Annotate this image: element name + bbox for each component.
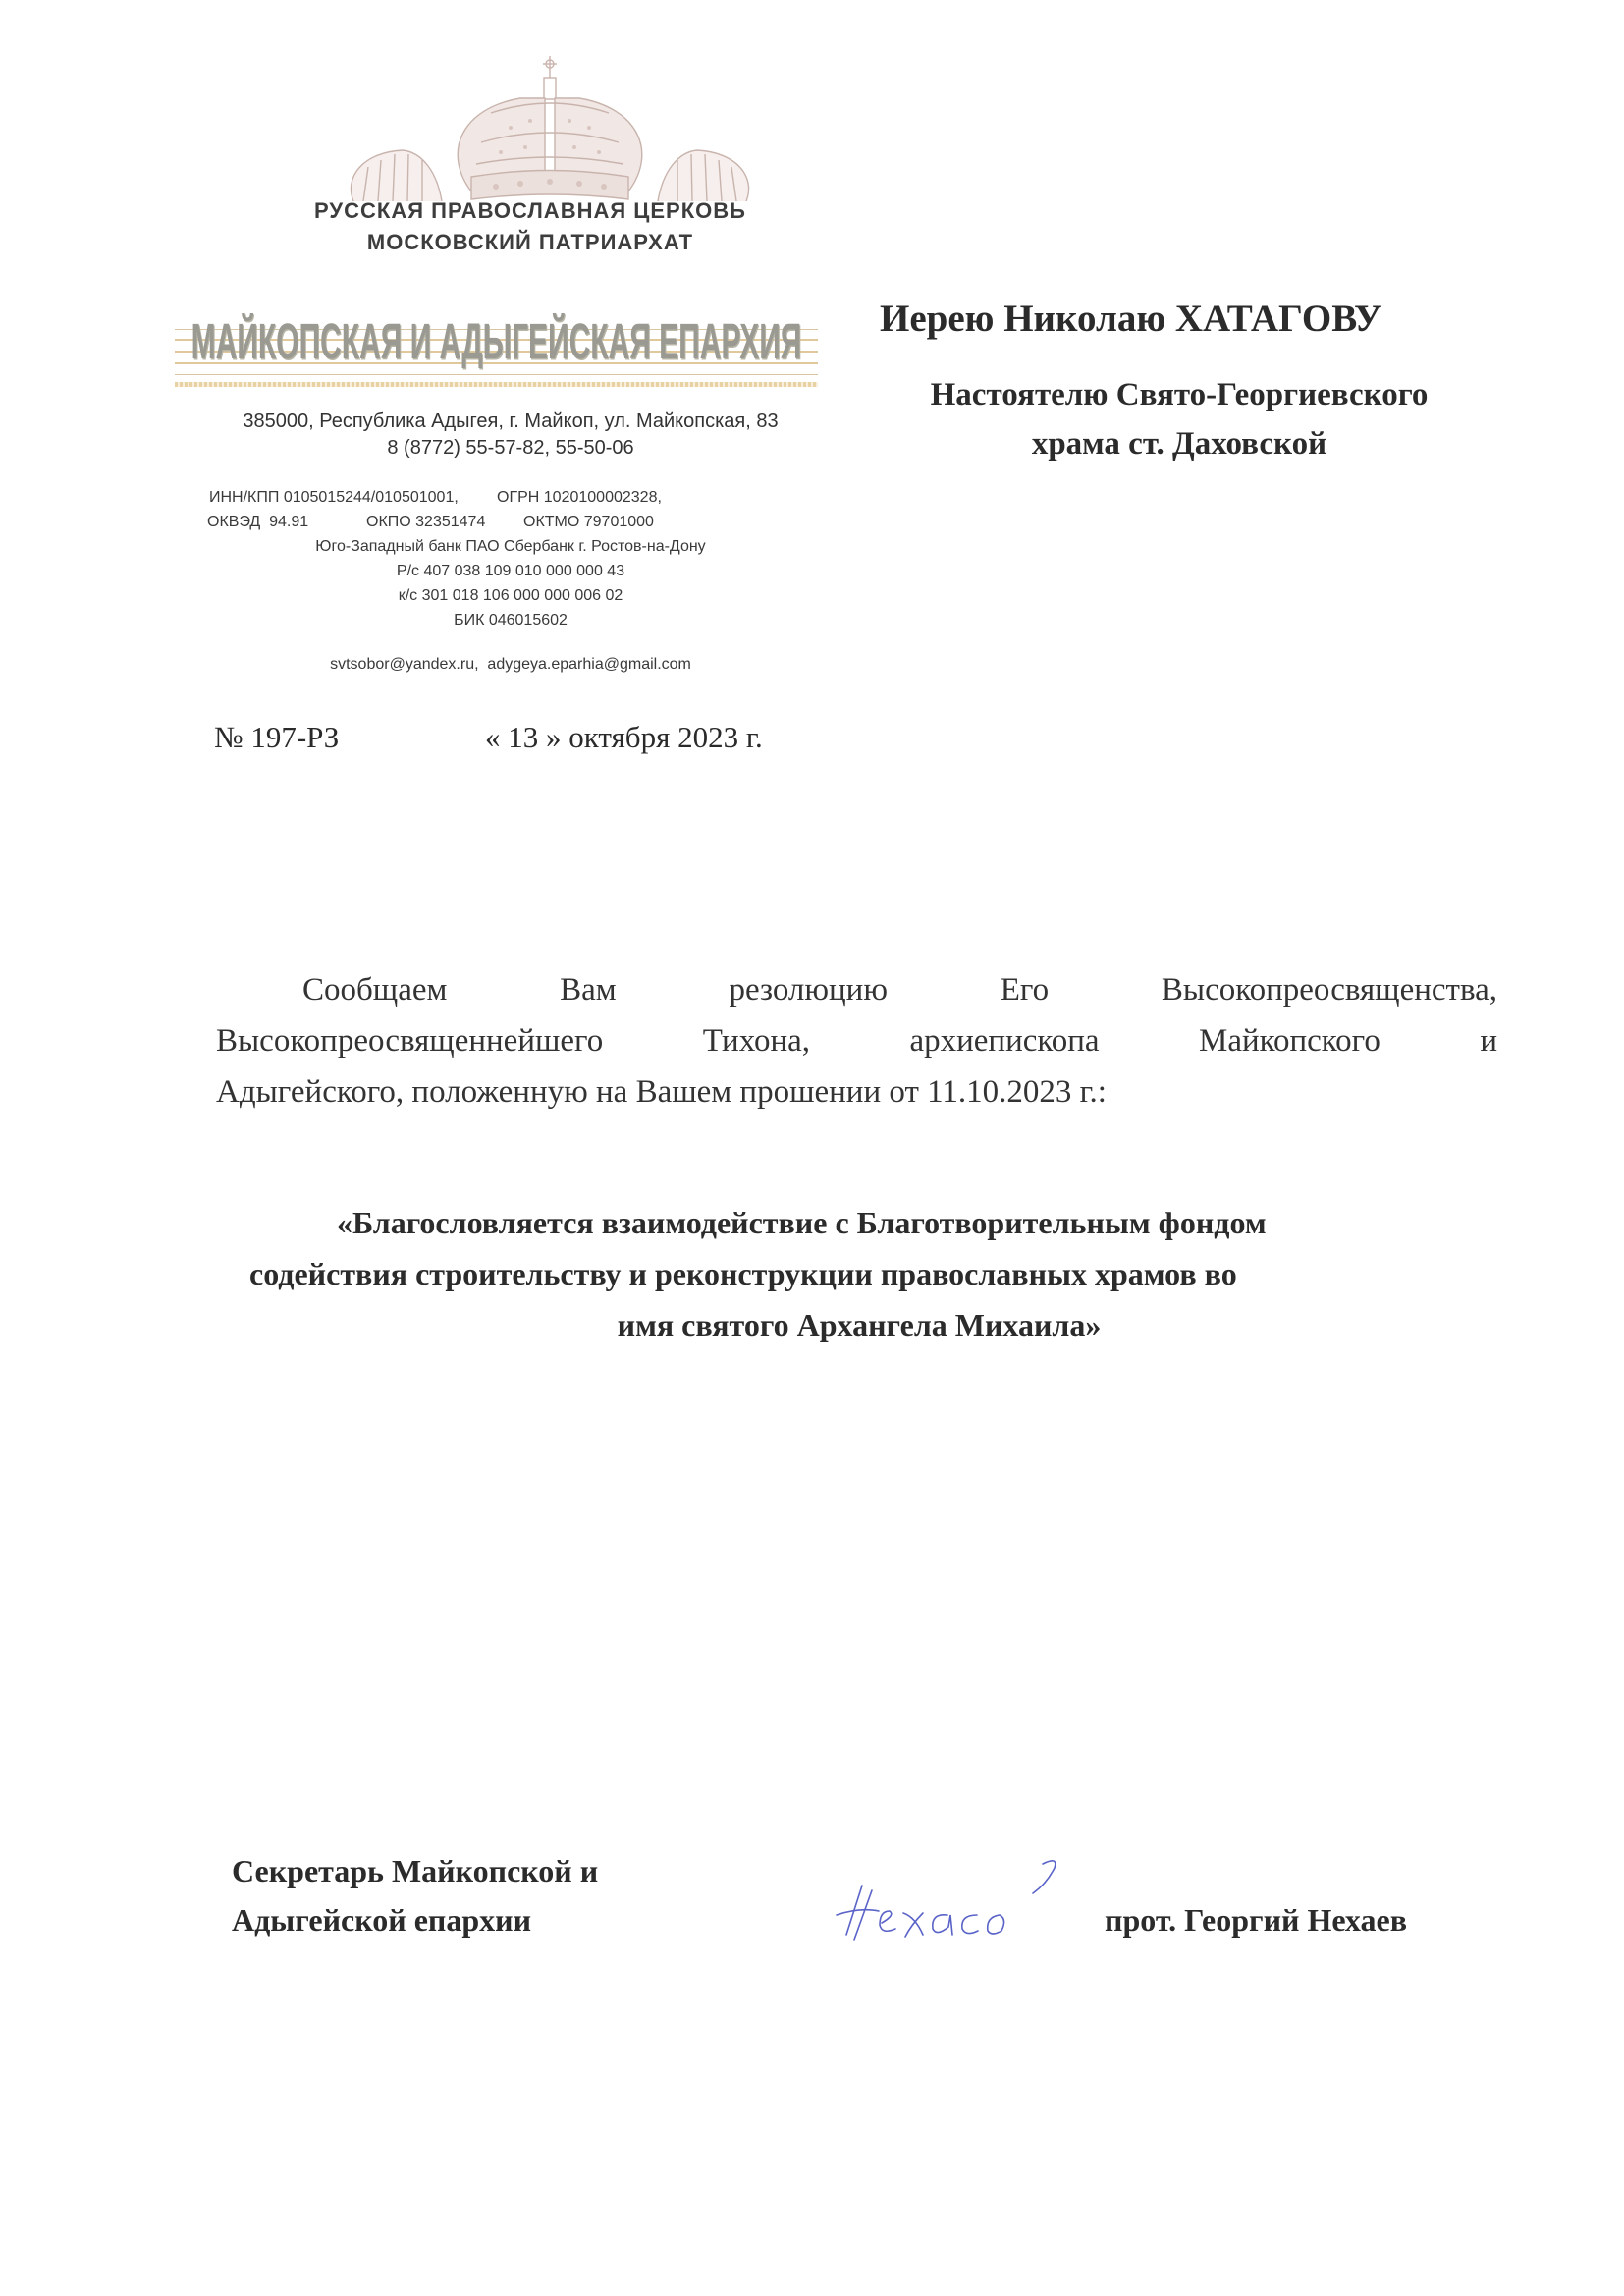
contact-emails: svtsobor@yandex.ru, adygeya.eparhia@gmail.com [330,656,691,673]
signatory-position: Адыгейской епархии [232,1902,531,1938]
bik: БИК 046015602 [454,612,568,629]
eparchy-title: МАЙКОПСКАЯ И АДЫГЕЙСКАЯ ЕПАРХИЯ [190,314,802,370]
ogrn: ОГРН 1020100002328, [497,489,662,506]
addressee-title: Настоятелю Свято-Георгиевского [930,377,1429,412]
signature-drawing [825,1846,1090,1954]
phone: 8 (8772) 55-57-82, 55-50-06 [387,437,634,459]
settlement-account: Р/с 407 038 109 010 000 000 43 [396,563,625,579]
crown-logo [324,54,776,201]
document-date: « 13 » октября 2023 г. [485,720,763,754]
body-text-line: Адыгейского, положенную на Вашем прошении от 11.10.2023 г.: [216,1074,1107,1110]
imperial-crown-icon [324,54,776,201]
signatory-name: прот. Георгий Нехаев [1105,1902,1407,1938]
addressee-name: Иерею Николаю ХАТАГОВУ [880,298,1382,340]
eparchy-title-banner [175,300,818,390]
oktmo: ОКТМО 79701000 [523,514,654,530]
resolution-text-line: имя святого Архангела Михаила» [617,1307,1102,1342]
document-number: № 197-РЗ [214,720,340,754]
address: 385000, Республика Адыгея, г. Майкоп, ул. Майкопская, 83 [243,410,779,432]
inn-kpp: ИНН/КПП 0105015244/010501001, [209,489,459,506]
church-name-line: РУССКАЯ ПРАВОСЛАВНАЯ ЦЕРКОВЬ [314,198,746,223]
bank-name: Юго-Западный банк ПАО Сбербанк г. Ростов-на-Дону [315,538,706,555]
body-text-line: Высокопреосвященнейшего Тихона, архиепископа Майкопского и [216,1023,1497,1059]
handwritten-signature [825,1846,1090,1954]
title-stripe [175,374,818,375]
resolution-text-line: содействия строительству и реконструкции православных храмов во [249,1256,1237,1291]
okved: ОКВЭД 94.91 [207,514,309,530]
signatory-position: Секретарь Майкопской и [232,1853,599,1888]
correspondent-account: к/с 301 018 106 000 000 006 02 [398,587,623,604]
body-text-line: Сообщаем Вам резолюцию Его Высокопреосвященства, [302,972,1497,1008]
title-ornament-border [175,382,818,387]
patriarchate-line: МОСКОВСКИЙ ПАТРИАРХАТ [366,230,694,254]
addressee-title: храма ст. Даховской [1031,426,1327,462]
okpo: ОКПО 32351474 [366,514,486,530]
resolution-text-line: «Благословляется взаимодействие с Благотворительным фондом [337,1205,1267,1240]
